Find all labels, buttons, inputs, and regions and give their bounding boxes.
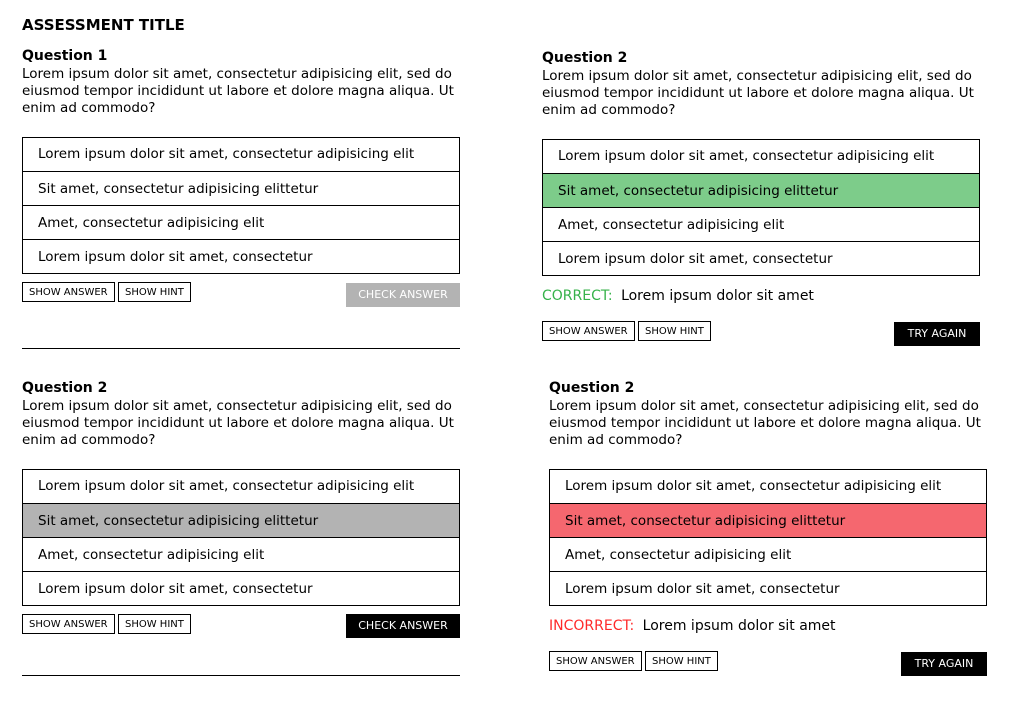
answer-option[interactable]: Lorem ipsum dolor sit amet, consectetur adipisicing elit [38, 478, 415, 494]
show-answer-button[interactable]: SHOW ANSWER [22, 282, 115, 302]
show-hint-button[interactable]: SHOW HINT [118, 614, 191, 634]
question-card-1 [22, 48, 460, 301]
question-card-3 [22, 380, 460, 632]
feedback-incorrect [549, 618, 836, 634]
question-text: Lorem ipsum dolor sit amet, consectetur adipisicing elit, sed do eiusmod tempor incididunt ut labore et dolore magna aliqua. Ut enim ad commodo? [549, 398, 981, 448]
try-again-button[interactable]: TRY AGAIN [894, 322, 980, 346]
incorrect-label: INCORRECT: [549, 618, 635, 634]
feedback-correct [542, 288, 814, 304]
show-answer-button[interactable]: SHOW ANSWER [22, 614, 115, 634]
answer-option-correct[interactable]: Sit amet, consectetur adipisicing elittetur [543, 173, 979, 207]
answer-option[interactable]: Lorem ipsum dolor sit amet, consectetur [23, 239, 459, 273]
answer-option[interactable]: Lorem ipsum dolor sit amet, consectetur adipisicing elit [565, 478, 942, 494]
question-text: Lorem ipsum dolor sit amet, consectetur adipisicing elit, sed do eiusmod tempor incididunt ut labore et dolore magna aliqua. Ut enim ad commodo? [22, 66, 454, 116]
answer-option[interactable]: Lorem ipsum dolor sit amet, consectetur adipisicing elit [558, 148, 935, 164]
feedback-text: Lorem ipsum dolor sit amet [642, 618, 836, 634]
check-answer-button[interactable]: CHECK ANSWER [346, 283, 460, 307]
correct-label: CORRECT: [542, 288, 613, 304]
show-hint-button[interactable]: SHOW HINT [645, 651, 718, 671]
answer-option[interactable]: Amet, consectetur adipisicing elit [550, 537, 986, 571]
assessment-title: ASSESSMENT TITLE [22, 16, 185, 34]
answer-options [22, 469, 460, 606]
show-hint-button[interactable]: SHOW HINT [118, 282, 191, 302]
question-title: Question 2 [549, 380, 635, 396]
question-title: Question 1 [22, 48, 108, 64]
show-answer-button[interactable]: SHOW ANSWER [542, 321, 635, 341]
answer-option-selected[interactable]: Sit amet, consectetur adipisicing elittetur [23, 503, 459, 537]
question-title: Question 2 [22, 380, 108, 396]
answer-option[interactable]: Amet, consectetur adipisicing elit [23, 205, 459, 239]
question-card-4 [549, 380, 987, 670]
divider [22, 675, 460, 676]
check-answer-button[interactable]: CHECK ANSWER [346, 614, 460, 638]
answer-option[interactable]: Amet, consectetur adipisicing elit [543, 207, 979, 241]
try-again-button[interactable]: TRY AGAIN [901, 652, 987, 676]
answer-option[interactable]: Lorem ipsum dolor sit amet, consectetur adipisicing elit [38, 146, 415, 162]
divider [22, 348, 460, 349]
feedback-text: Lorem ipsum dolor sit amet [621, 288, 814, 304]
answer-options [22, 137, 460, 274]
question-text: Lorem ipsum dolor sit amet, consectetur adipisicing elit, sed do eiusmod tempor incididunt ut labore et dolore magna aliqua. Ut enim ad commodo? [542, 68, 974, 118]
question-text: Lorem ipsum dolor sit amet, consectetur adipisicing elit, sed do eiusmod tempor incididunt ut labore et dolore magna aliqua. Ut enim ad commodo? [22, 398, 454, 448]
answer-option-incorrect[interactable]: Sit amet, consectetur adipisicing elittetur [550, 503, 986, 537]
answer-options [549, 469, 987, 606]
answer-options [542, 139, 980, 276]
answer-option[interactable]: Lorem ipsum dolor sit amet, consectetur [23, 571, 459, 605]
answer-option[interactable]: Sit amet, consectetur adipisicing elittetur [23, 171, 459, 205]
answer-option[interactable]: Amet, consectetur adipisicing elit [23, 537, 459, 571]
show-answer-button[interactable]: SHOW ANSWER [549, 651, 642, 671]
question-card-2 [542, 50, 980, 340]
answer-option[interactable]: Lorem ipsum dolor sit amet, consectetur [550, 571, 986, 605]
answer-option[interactable]: Lorem ipsum dolor sit amet, consectetur [543, 241, 979, 275]
show-hint-button[interactable]: SHOW HINT [638, 321, 711, 341]
question-title: Question 2 [542, 50, 628, 66]
